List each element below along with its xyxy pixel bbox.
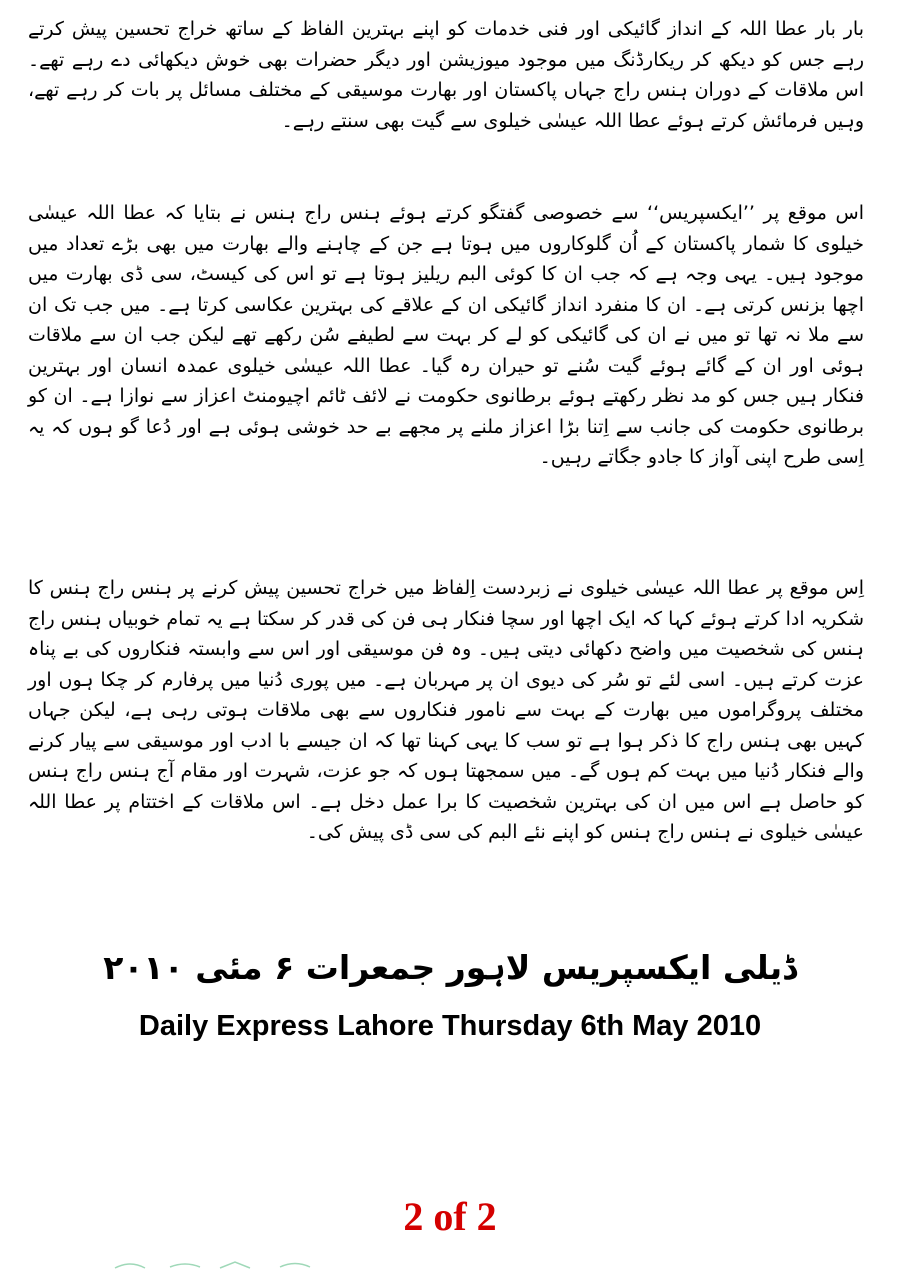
urdu-source-date: ڈیلی ایکسپریس لاہور جمعرات ۶ مئی ۲۰۱۰ — [103, 948, 797, 987]
page-count-label: 2 of 2 — [403, 1194, 497, 1239]
cropped-ornament-icon — [110, 1258, 410, 1270]
article-paragraph-2: اس موقع پر ’’ایکسپریس‘‘ سے خصوصی گفتگو کرتے ہوئے ہنس راج ہنس نے بتایا کہ عطا اللہ عیسٰی خیلوی کا شمار پاکستان کے اُن گلوکاروں میں ہوتا ہے جن کے چاہنے والے بھارت میں بھی بڑے تعداد میں موجود ہیں۔ یہی وجہ ہے کہ جب ان کا کوئی البم ریلیز ہوتا ہے تو اس کی کیسٹ، سی ڈی بھارت میں اچھا بزنس کرتی ہے۔ ان کا منفرد انداز گائیکی ان کے علاقے کی بہترین عکاسی کرتا ہے۔ میں جب تک ان سے ملا نہ تھا تو میں نے ان کی گائیکی کو لے کر بہت سے لطیفے سُن رکھے تھے لیکن جب ان سے ملاقات ہوئی اور ان کے گائے ہوئے گیت سُنے تو حیران رہ گیا۔ عطا اللہ عیسٰی خیلوی عمدہ انسان اور بہترین فنکار ہیں جس کو مد نظر رکھتے ہوئے برطانوی حکومت نے لائف ٹائم اچیومنٹ اعزاز سے نوازا ہے۔ ان کو برطانوی حکومت کی جانب سے اِتنا بڑا اعزاز ملنے پر مجھے بے حد خوشی ہوئی ہے اور دُعا گو ہوں کہ یہ اِسی طرح اپنی آواز کا جادو جگاتے رہیں۔ — [28, 202, 864, 468]
english-source-date: Daily Express Lahore Thursday 6th May 2010 — [138, 1010, 762, 1042]
article-paragraph-3: اِس موقع پر عطا اللہ عیسٰی خیلوی نے زبردست اِلفاظ میں خراج تحسین پیش کرنے پر ہنس راج ہنس کا شکریہ ادا کرتے ہوئے کہا کہ ایک اچھا اور سچا فنکار ہی فن کی قدر کر سکتا ہے یہ تمام خوبیاں ہنس راج ہنس کی شخصیت میں واضح دکھائی دیتی ہیں۔ وہ فن موسیقی اور اس سے وابستہ فنکاروں کی بے پناہ عزت کرتے ہیں۔ اسی لئے تو سُر کی دیوی ان پر مہربان ہے۔ میں پوری دُنیا میں پرفارم کر چکا ہوں اور مختلف پروگراموں میں بھارت کے بہت سے نامور فنکاروں سے بھی ملاقات ہوتی رہی ہے، لیکن جہاں کہیں بھی ہنس راج کا ذکر ہوا ہے تو سب کا یہی کہنا تھا کہ ان جیسے با ادب اور موسیقی سے پیار کرنے والے فنکار دُنیا میں بہت کم ہوں گے۔ میں سمجھتا ہوں کہ جو عزت، شہرت اور مقام آج ہنس راج ہنس کو حاصل ہے اس میں ان کی بہترین شخصیت کا برا عمل دخل ہے۔ اس ملاقات کے اختتام پر عطا اللہ عیسٰی خیلوی نے ہنس راج ہنس کو اپنے نئے البم کی سی ڈی پیش کی۔ — [28, 577, 865, 843]
article-paragraph-1: بار بار عطا اللہ کے انداز گائیکی اور فنی خدمات کو اپنے بہترین الفاظ کے ساتھ خراج تحسین پیش کرتے رہے جس کو دیکھ کر ریکارڈنگ میں موجود میوزیشن اور دیگر حضرات بھی خوش دیکھائی دے رہے تھے۔ اس ملاقات کے دوران ہنس راج جہاں پاکستان اور بھارت موسیقی کے مختلف مسائل پر بات کر رہے تھے، وہیں فرمائش کرتے ہوئے عطا اللہ عیسٰی خیلوی سے گیت بھی سنتے رہے۔ — [28, 18, 864, 132]
